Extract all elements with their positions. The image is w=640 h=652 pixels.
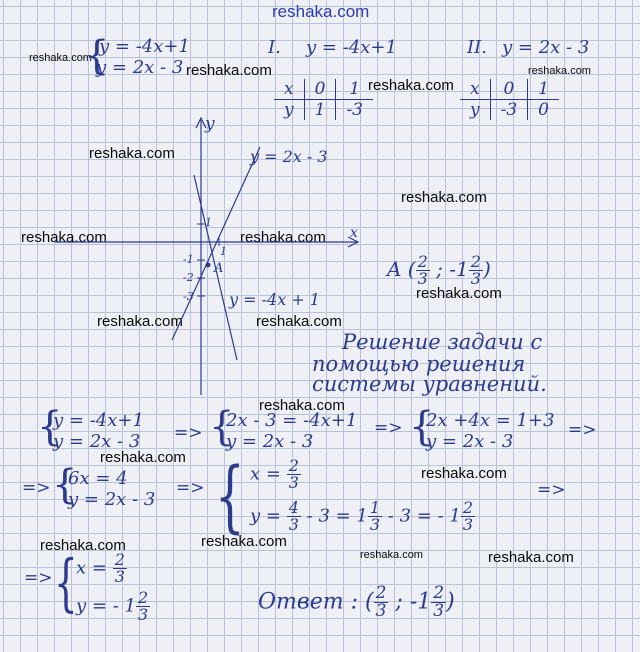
brace: { xyxy=(54,546,78,619)
brace: { xyxy=(215,452,245,542)
brace: { xyxy=(52,462,78,508)
heading-line1: Решение задачи с xyxy=(342,330,543,354)
watermark: reshaka.com xyxy=(97,313,183,330)
sol-s4b: y = 2x - 3 xyxy=(68,489,156,510)
sol-s6a: x = $\frac{2}{3}$ xyxy=(76,550,125,586)
sol-s2b: y = 2x - 3 xyxy=(226,431,314,452)
watermark: reshaka.com xyxy=(186,62,272,79)
watermark: reshaka.com xyxy=(89,145,175,162)
x-axis-label: x xyxy=(350,225,358,241)
watermark: reshaka.com xyxy=(240,229,326,246)
point-a xyxy=(206,263,211,268)
watermark: reshaka.com xyxy=(401,189,487,206)
watermark: reshaka.com xyxy=(201,533,287,550)
system-eq1: y = -4x+1 xyxy=(99,36,190,57)
sol-s1b: y = 2x - 3 xyxy=(53,431,141,452)
brace: { xyxy=(84,33,110,79)
part1-equation: y = -4x+1 xyxy=(306,37,397,58)
tick-x1: 1 xyxy=(220,245,227,258)
sol-s5b: y = $\frac{4}{3}$ - 3 = 1 $\frac{1}{3}$ - 3 = - 1 $\frac{2}{3}$ xyxy=(250,498,474,534)
heading-line2: помощью решения xyxy=(312,352,526,376)
sol-s2a: 2x - 3 = -4x+1 xyxy=(226,410,358,431)
part1-label: I. xyxy=(268,37,281,58)
y-axis-label: y xyxy=(205,114,215,134)
watermark: reshaka.com xyxy=(488,549,574,566)
part1-table: x 0 1 y 1 -3 xyxy=(274,79,373,120)
line-label-2x-3: y = 2x - 3 xyxy=(250,147,328,166)
brace: { xyxy=(409,404,435,450)
sol-s3b: y = 2x - 3 xyxy=(426,431,514,452)
watermark: reshaka.com xyxy=(259,397,345,414)
watermark: reshaka.com xyxy=(360,549,423,561)
watermark: reshaka.com xyxy=(40,537,126,554)
watermark: reshaka.com xyxy=(29,52,92,64)
part2-table: x 0 1 y -3 0 xyxy=(460,79,559,120)
tick-y1: 1 xyxy=(205,216,212,229)
point-a-label: A xyxy=(214,261,224,276)
arrow: => xyxy=(176,478,205,498)
sol-s3a: 2x +4x = 1+3 xyxy=(426,410,555,431)
tick-m1: -1 xyxy=(183,253,194,266)
part2-equation: y = 2x - 3 xyxy=(502,37,590,58)
arrow: => xyxy=(174,423,203,443)
site-header[interactable]: reshaka.com xyxy=(272,2,370,21)
sol-s4a: 6x = 4 xyxy=(68,468,128,489)
brace: { xyxy=(37,404,63,450)
watermark: reshaka.com xyxy=(528,65,591,77)
heading-line3: системы уравнений. xyxy=(312,372,547,396)
arrow: => xyxy=(22,478,51,498)
watermark: reshaka.com xyxy=(256,313,342,330)
point-a-coords: A ( $\frac{2}{3}$ ; -1 $\frac{2}{3}$ ) xyxy=(387,252,491,288)
line-2x-3 xyxy=(172,147,260,340)
tick-m2: -2 xyxy=(183,271,194,284)
arrow: => xyxy=(374,418,403,438)
sol-s6b: y = - 1 $\frac{2}{3}$ xyxy=(76,588,149,624)
arrow: => xyxy=(537,480,566,500)
watermark: reshaka.com xyxy=(100,449,186,466)
brace: { xyxy=(209,404,235,450)
answer: Ответ : ( $\frac{2}{3}$ ; -1 $\frac{2}{3}$ ) xyxy=(258,583,455,621)
watermark: reshaka.com xyxy=(21,229,107,246)
watermark: reshaka.com xyxy=(416,285,502,302)
watermark: reshaka.com xyxy=(421,465,507,482)
part2-label: II. xyxy=(467,37,487,58)
tick-m3: -3 xyxy=(183,290,194,303)
sol-s5a: x = $\frac{2}{3}$ xyxy=(250,456,299,492)
watermark: reshaka.com xyxy=(368,77,454,94)
sol-s1a: y = -4x+1 xyxy=(53,410,144,431)
system-eq2: y = 2x - 3 xyxy=(96,57,184,78)
line-label-4x+1: y = -4x + 1 xyxy=(229,290,320,309)
arrow: => xyxy=(24,568,53,588)
arrow: => xyxy=(568,420,597,440)
